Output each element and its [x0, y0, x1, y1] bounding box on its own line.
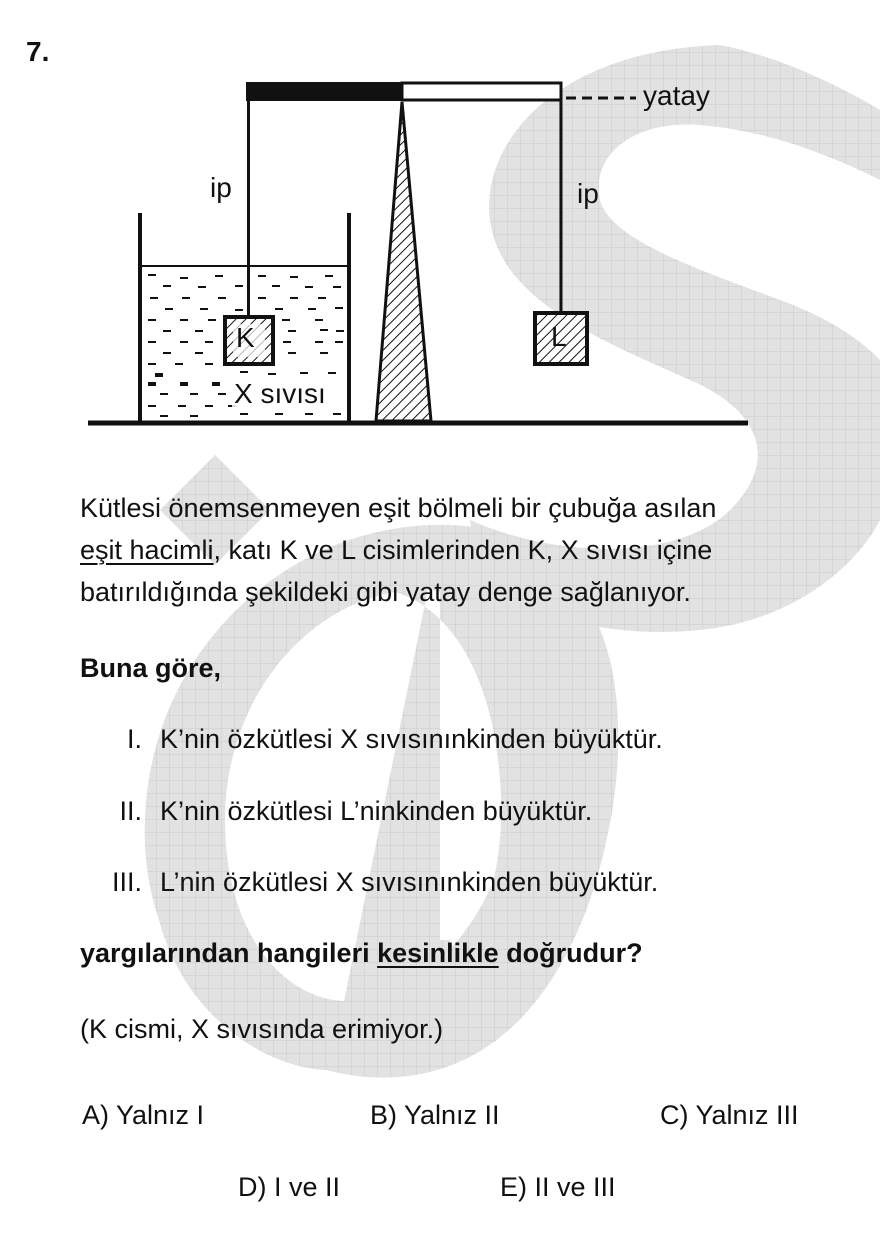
option-d[interactable]: D) I ve II	[238, 1172, 341, 1202]
question-stem	[80, 487, 880, 613]
label-horizontal: yatay	[643, 80, 710, 111]
stem-line-3: batırıldığında şekildeki gibi yatay denge sağlanıyor.	[80, 577, 691, 607]
fulcrum	[376, 102, 431, 421]
lever-figure	[0, 0, 880, 460]
lead-text: Buna göre,	[80, 653, 222, 683]
question-number: 7.	[26, 36, 50, 67]
stem-emphasis: eşit hacimli	[80, 535, 214, 565]
statement-text: K’nin özkütlesi X sıvısınınkinden büyüktür.	[160, 724, 663, 754]
label-string-left: ip	[210, 172, 232, 203]
question-prompt: yargılarından hangileri kesinlikle doğrudur?	[80, 938, 643, 968]
statement-numeral: I.	[126, 724, 142, 754]
lever-rod-left	[247, 83, 402, 100]
statement-text: L’nin özkütlesi X sıvısınınkinden büyüktür.	[160, 867, 659, 897]
statement-2	[119, 796, 593, 827]
lever-rod-right	[402, 83, 561, 100]
option-a[interactable]: A) Yalnız I	[82, 1100, 205, 1130]
statement-1	[126, 724, 663, 755]
statement-3	[111, 867, 659, 898]
option-e[interactable]: E) II ve III	[500, 1172, 616, 1202]
stem-line-2: eşit hacimli, katı K ve L cisimlerinden K, X sıvısı içine	[80, 535, 713, 565]
prompt-emphasis: kesinlikle	[377, 938, 499, 968]
option-c[interactable]: C) Yalnız III	[660, 1100, 799, 1130]
stem-line-1: Kütlesi önemsenmeyen eşit bölmeli bir çubuğa asılan	[80, 493, 717, 523]
label-object-k: K	[236, 322, 255, 353]
statement-numeral: III.	[111, 867, 142, 897]
label-object-l: L	[551, 321, 567, 352]
label-string-right: ip	[577, 178, 599, 209]
statement-text: K’nin özkütlesi L’ninkinden büyüktür.	[160, 796, 593, 826]
option-b[interactable]: B) Yalnız II	[370, 1100, 500, 1130]
label-liquid: X sıvısı	[234, 378, 326, 409]
question-note: (K cismi, X sıvısında erimiyor.)	[80, 1014, 444, 1044]
statement-numeral: II.	[119, 796, 142, 826]
